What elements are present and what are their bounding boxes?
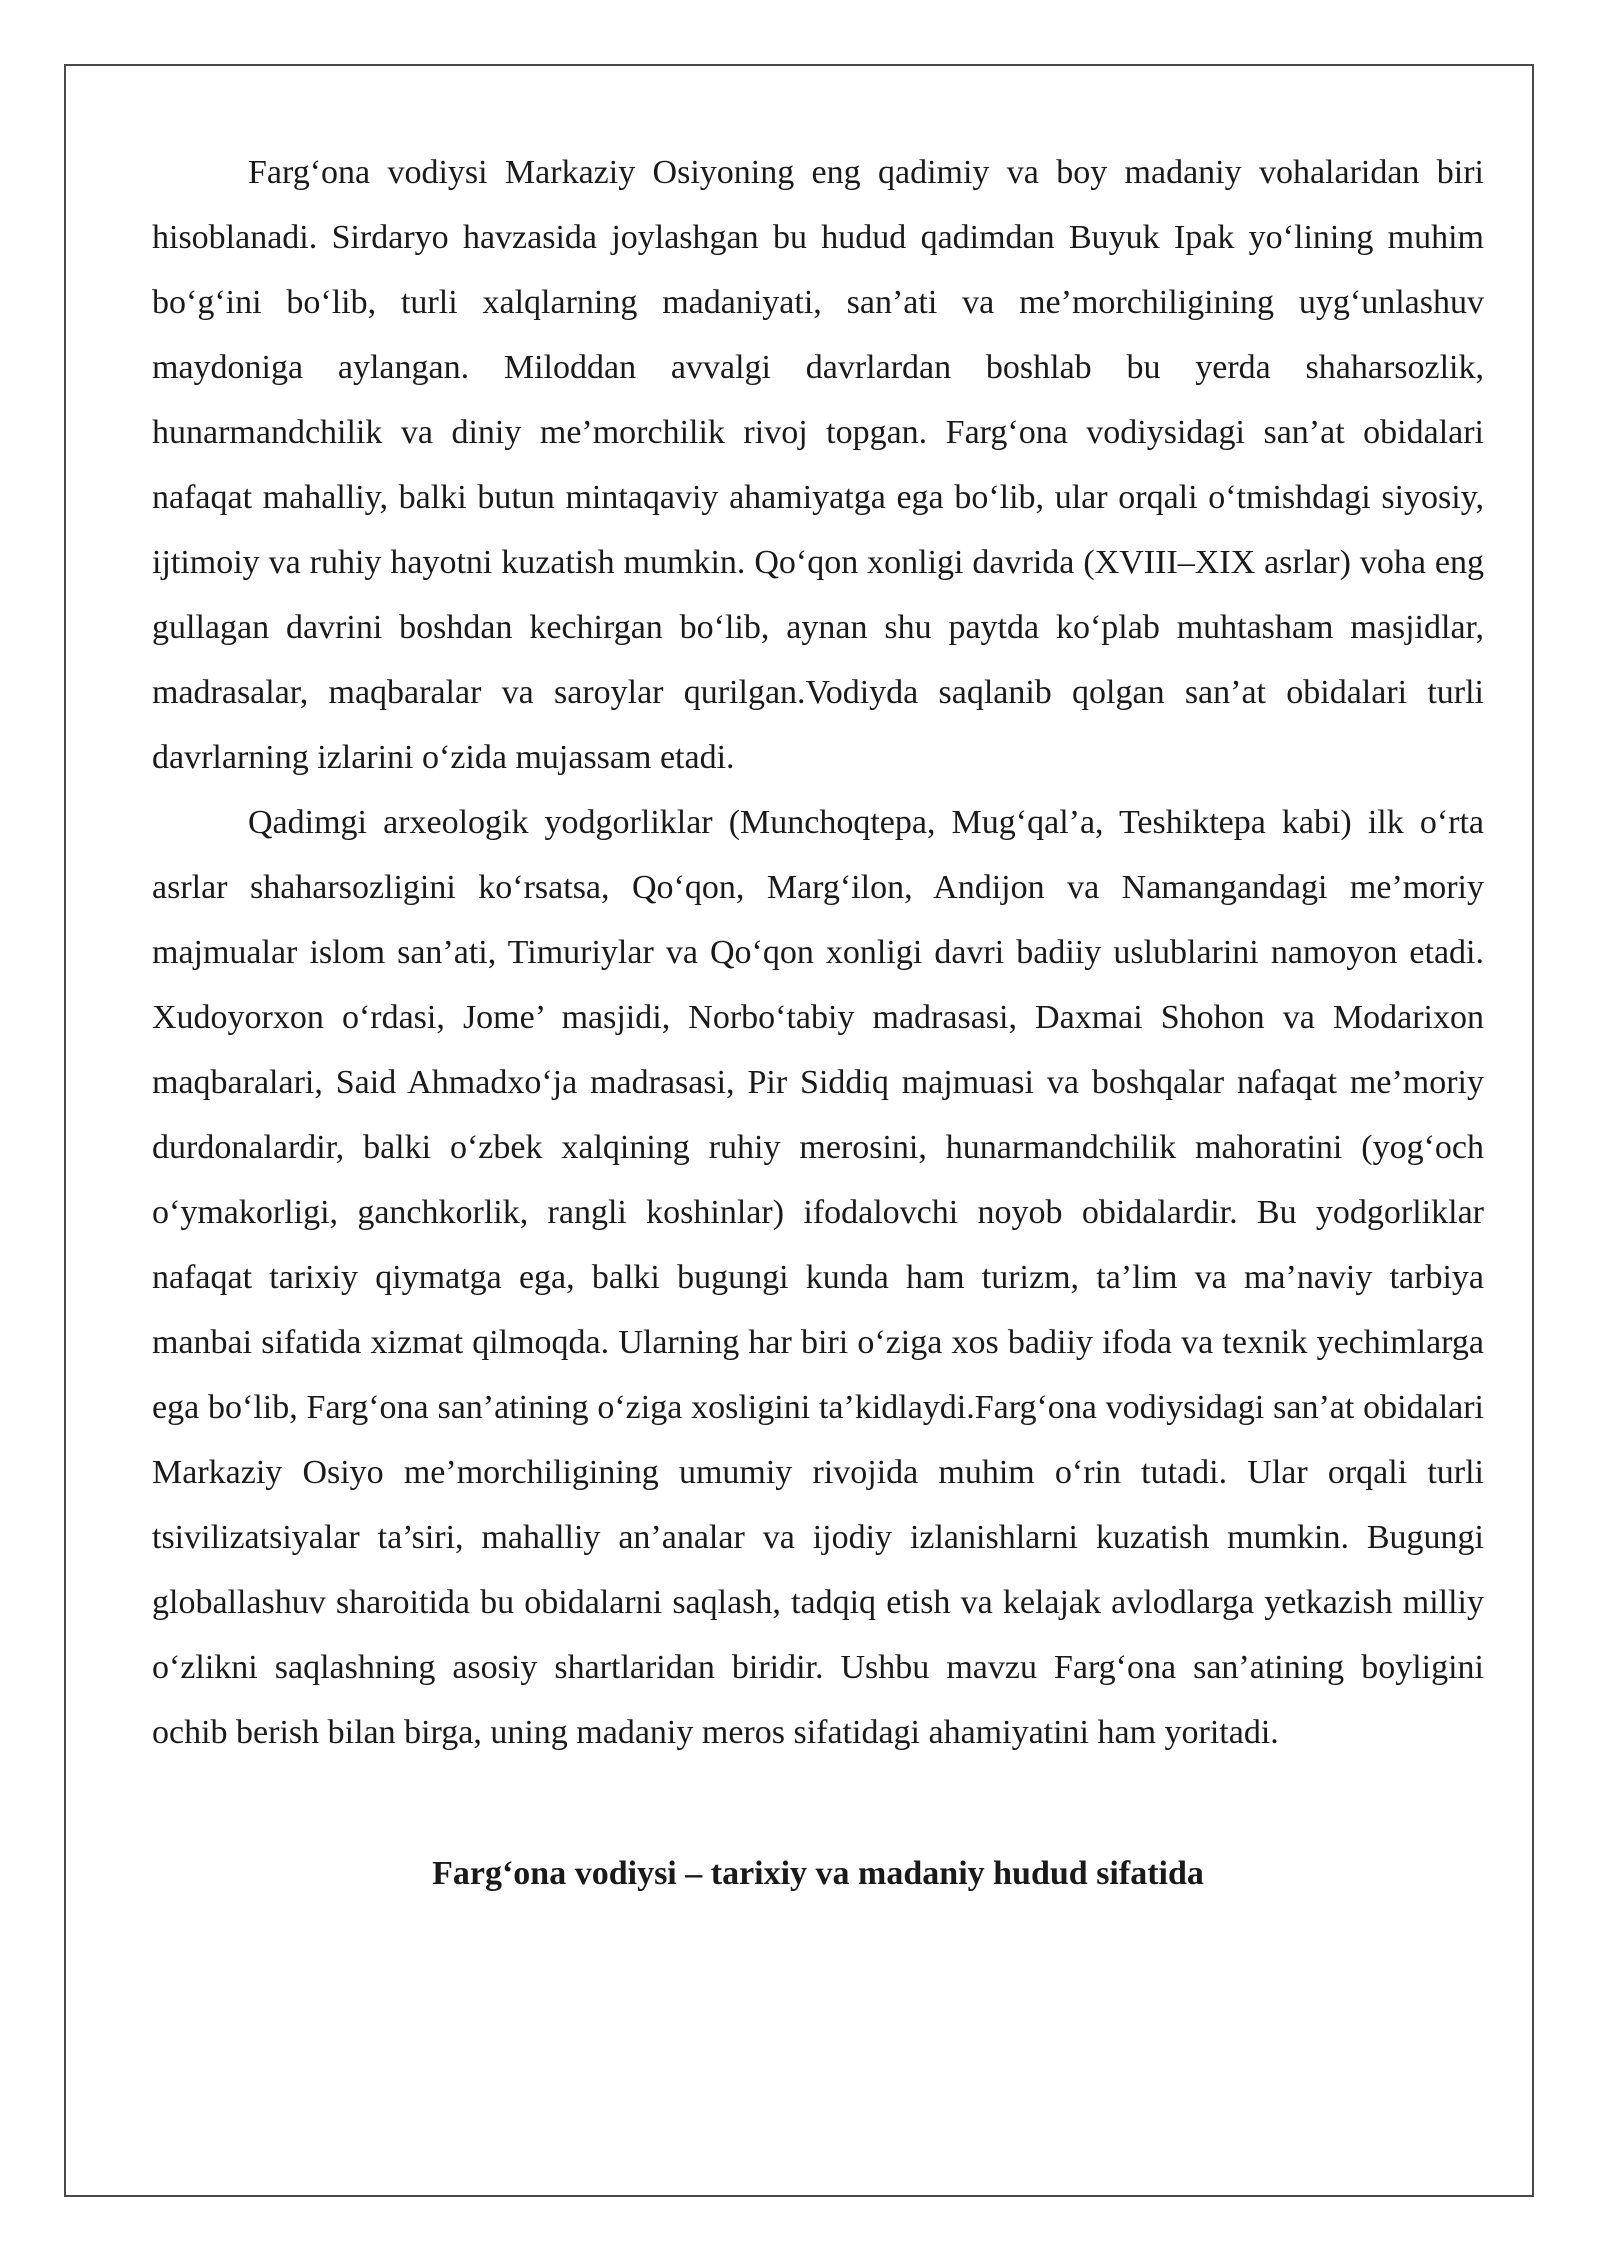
- paragraph-intro: Farg‘ona vodiysi Markaziy Osiyoning eng qadimiy va boy madaniy vohalaridan biri hisoblanadi. Sirdaryo havzasida joylashgan bu hudud qadimdan Buyuk Ipak yo‘lining muhim bo‘g‘ini bo‘lib, turli xalqlarning madaniyati, san’ati va me’morchiligining uyg‘unlashuv maydoniga aylangan. Miloddan avvalgi davrlardan boshlab bu yerda shaharsozlik, hunarmandchilik va diniy me’morchilik rivoj topgan. Farg‘ona vodiysidagi san’at obidalari nafaqat mahalliy, balki butun mintaqaviy ahamiyatga ega bo‘lib, ular orqali o‘tmishdagi siyosiy, ijtimoiy va ruhiy hayotni kuzatish mumkin. Qo‘qon xonligi davrida (XVIII–XIX asrlar) voha eng gullagan davrini boshdan kechirgan bo‘lib, aynan shu paytda ko‘plab muhtasham masjidlar, madrasalar, maqbaralar va saroylar qurilgan.Vodiyda saqlanib qolgan san’at obidalari turli davrlarning izlarini o‘zida mujassam etadi.: [152, 154, 1484, 776]
- section-heading: Farg‘ona vodiysi – tarixiy va madaniy hudud sifatida: [432, 1855, 1204, 1892]
- document-body: [152, 140, 1484, 1906]
- paragraph-monuments: Qadimgi arxeologik yodgorliklar (Munchoqtepa, Mug‘qal’a, Teshiktepa kabi) ilk o‘rta asrlar shaharsozligini ko‘rsatsa, Qo‘qon, Marg‘ilon, Andijon va Namangandagi me’moriy majmualar islom san’ati, Timuriylar va Qo‘qon xonligi davri badiiy uslublarini namoyon etadi. Xudoyorxon o‘rdasi, Jome’ masjidi, Norbo‘tabiy madrasasi, Daxmai Shohon va Modarixon maqbaralari, Said Ahmadxo‘ja madrasasi, Pir Siddiq majmuasi va boshqalar nafaqat me’moriy durdonalardir, balki o‘zbek xalqining ruhiy merosini, hunarmandchilik mahoratini (yog‘och o‘ymakorligi, ganchkorlik, rangli koshinlar) ifodalovchi noyob obidalardir. Bu yodgorliklar nafaqat tarixiy qiymatga ega, balki bugungi kunda ham turizm, ta’lim va ma’naviy tarbiya manbai sifatida xizmat qilmoqda. Ularning har biri o‘ziga xos badiiy ifoda va texnik yechimlarga ega bo‘lib, Farg‘ona san’atining o‘ziga xosligini ta’kidlaydi.Farg‘ona vodiysidagi san’at obidalari Markaziy Osiyo me’morchiligining umumiy rivojida muhim o‘rin tutadi. Ular orqali turli tsivilizatsiyalar ta’siri, mahalliy an’analar va ijodiy izlanishlarni kuzatish mumkin. Bugungi globallashuv sharoitida bu obidalarni saqlash, tadqiq etish va kelajak avlodlarga yetkazish milliy o‘zlikni saqlashning asosiy shartlaridan biridir. Ushbu mavzu Farg‘ona san’atining boyligini ochib berish bilan birga, uning madaniy meros sifatidagi ahamiyatini ham yoritadi.: [152, 804, 1484, 1751]
